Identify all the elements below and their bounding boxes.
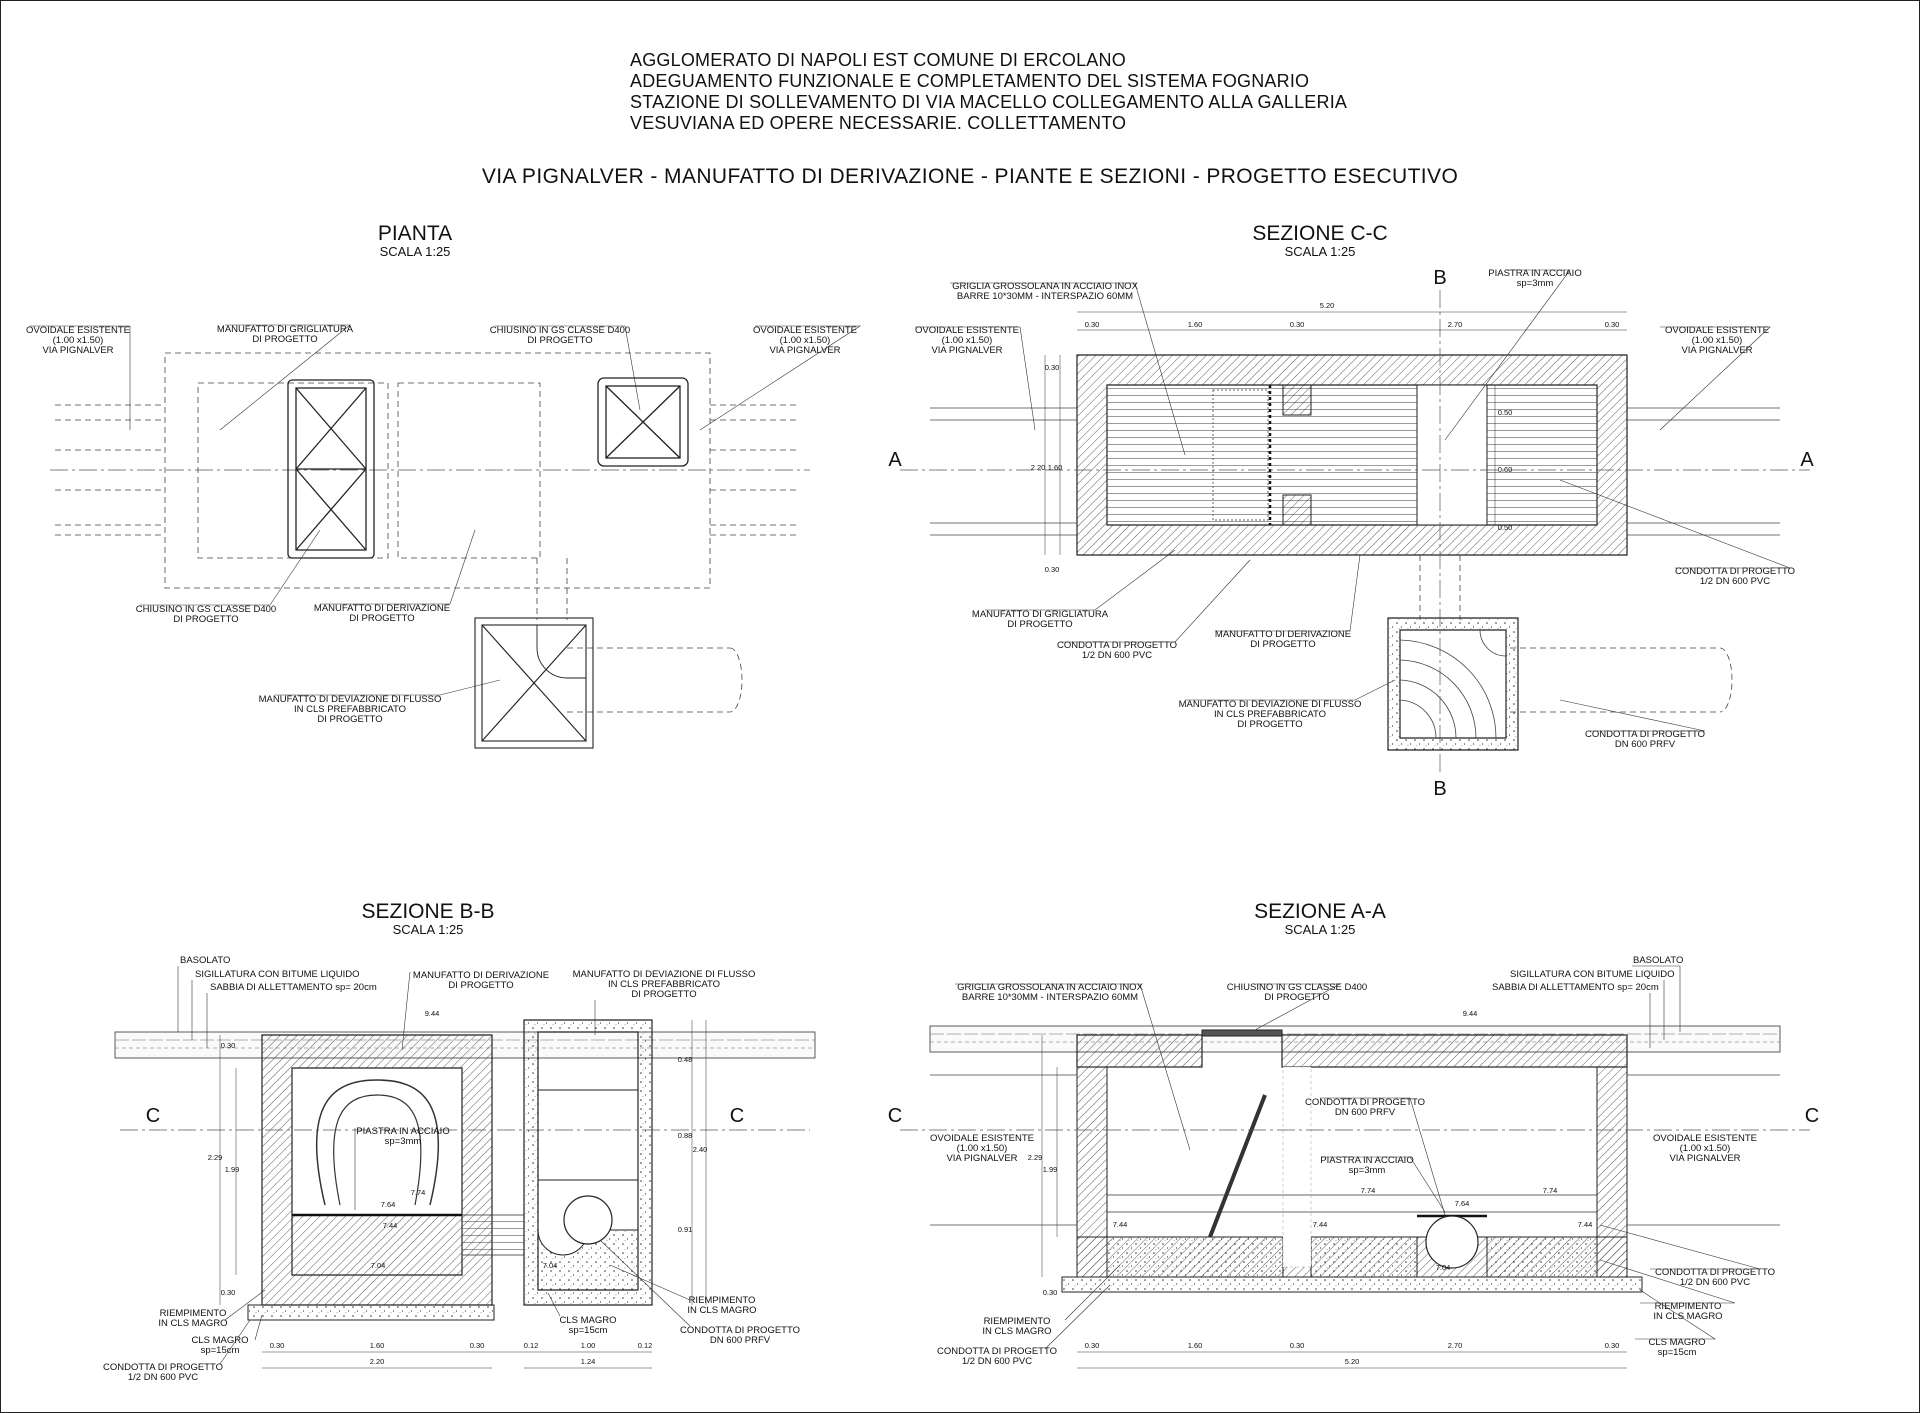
deviazione-frame <box>475 618 593 748</box>
label-ovoidale: OVOIDALE ESISTENTE <box>1653 1133 1757 1144</box>
leader-lines <box>30 325 860 695</box>
sezione-aa-view <box>888 900 1819 1368</box>
label-sigillatura: SIGILLATURA CON BITUME LIQUIDO <box>1510 969 1675 980</box>
section-marker-c: C <box>145 1105 161 1127</box>
dim-value: 0.30 <box>1604 320 1620 329</box>
dim-value: 0.91 <box>677 1225 693 1234</box>
label-basolato: BASOLATO <box>1633 955 1684 966</box>
label-riempimento: IN CLS MAGRO <box>687 1305 757 1316</box>
cc-deviazione-box <box>1388 618 1518 750</box>
label-piastra: PIASTRA IN ACCIAIO <box>1320 1155 1414 1166</box>
section-marker-b: B <box>1433 267 1447 289</box>
label-griglia: BARRE 10*30MM - INTERSPAZIO 60MM <box>961 992 1139 1003</box>
label-griglia: BARRE 10*30MM - INTERSPAZIO 60MM <box>956 291 1134 302</box>
label-condotta: 1/2 DN 600 PVC <box>1699 576 1771 587</box>
label-condotta: CONDOTTA DI PROGETTO <box>103 1362 223 1373</box>
dim-value: 0.30 <box>1044 363 1060 372</box>
label-ovoidale: VIA PIGNALVER <box>946 1153 1018 1164</box>
dim-value: 0.30 <box>1289 1341 1305 1350</box>
view-scale: SCALA 1:25 <box>379 244 451 259</box>
label-piastra: PIASTRA IN ACCIAIO <box>356 1126 450 1137</box>
section-marker-c: C <box>1804 1105 1820 1127</box>
dim-value: 0.50 <box>1497 523 1513 532</box>
dim-value: 1.60 <box>369 1341 385 1350</box>
dimension-lines <box>1042 1035 1627 1368</box>
label-condotta: CONDOTTA DI PROGETTO <box>1675 566 1795 577</box>
label-deviazione: IN CLS PREFABBRICATO <box>293 704 407 715</box>
label-ovoidale: OVOIDALE ESISTENTE <box>26 325 130 336</box>
sezione-cc-view <box>888 222 1814 800</box>
dim-value: 0.30 <box>1084 320 1100 329</box>
label-sabbia: SABBIA DI ALLETTAMENTO sp= 20cm <box>210 982 377 993</box>
label-piastra: sp=3mm <box>1348 1165 1386 1176</box>
label-ovoidale: VIA PIGNALVER <box>931 345 1003 356</box>
label-deviazione: MANUFATTO DI DEVIAZIONE DI FLUSSO <box>258 694 442 705</box>
label-ovoidale: OVOIDALE ESISTENTE <box>753 325 857 336</box>
label-condotta: CONDOTTA DI PROGETTO <box>1305 1097 1425 1108</box>
label-riempimento: IN CLS MAGRO <box>1653 1311 1723 1322</box>
dim-value: 2.29 <box>1027 1153 1043 1162</box>
label-cls-magro: sp=15cm <box>200 1345 240 1356</box>
dim-value: 1.60 <box>1187 1341 1203 1350</box>
dim-value: 1.99 <box>224 1165 240 1174</box>
header-line: ADEGUAMENTO FUNZIONALE E COMPLETAMENTO DEL SISTEMA FOGNARIO <box>630 71 1310 91</box>
label-deviazione: IN CLS PREFABBRICATO <box>607 979 721 990</box>
dim-value: 2.29 <box>207 1153 223 1162</box>
level-mark: 7.74 <box>1360 1186 1376 1195</box>
label-grigliatura: MANUFATTO DI GRIGLIATURA <box>216 324 354 335</box>
level-mark: 7.64 <box>1454 1199 1470 1208</box>
label-grigliatura: DI PROGETTO <box>1007 619 1073 630</box>
label-riempimento: RIEMPIMENTO <box>983 1316 1051 1327</box>
dim-value: 0.48 <box>677 1055 693 1064</box>
label-condotta: 1/2 DN 600 PVC <box>127 1372 199 1383</box>
label-condotta: CONDOTTA DI PROGETTO <box>1585 729 1705 740</box>
label-condotta: DN 600 PRFV <box>709 1335 771 1346</box>
level-mark: 7.44 <box>1577 1220 1593 1229</box>
section-marker-a: A <box>1800 449 1814 471</box>
dim-value: 0.30 <box>1044 565 1060 574</box>
header-line: VESUVIANA ED OPERE NECESSARIE. COLLETTAMENTO <box>630 113 1127 133</box>
label-derivazione: DI PROGETTO <box>1250 639 1316 650</box>
label-chiusino: CHIUSINO IN GS CLASSE D400 <box>135 604 277 615</box>
dim-value: 0.30 <box>469 1341 485 1350</box>
label-grigliatura: DI PROGETTO <box>252 334 318 345</box>
label-chiusino: DI PROGETTO <box>173 614 239 625</box>
header-line: AGGLOMERATO DI NAPOLI EST COMUNE DI ERCOLANO <box>630 50 1126 70</box>
section-marker-b: B <box>1433 778 1447 800</box>
dim-value: 0.30 <box>1084 1341 1100 1350</box>
level-mark: 7.64 <box>380 1200 396 1209</box>
label-deviazione: MANUFATTO DI DEVIAZIONE DI FLUSSO <box>1178 699 1362 710</box>
label-cls-magro: CLS MAGRO <box>559 1315 617 1326</box>
dim-value: 2.40 <box>692 1145 708 1154</box>
label-basolato: BASOLATO <box>180 955 231 966</box>
label-ovoidale: OVOIDALE ESISTENTE <box>1665 325 1769 336</box>
sezione-bb-view <box>103 900 815 1383</box>
label-grigliatura: MANUFATTO DI GRIGLIATURA <box>971 609 1109 620</box>
label-ovoidale: (1.00 x1.50) <box>1691 335 1743 346</box>
label-ovoidale: (1.00 x1.50) <box>52 335 104 346</box>
label-deviazione: DI PROGETTO <box>631 989 697 1000</box>
label-condotta: DN 600 PRFV <box>1334 1107 1396 1118</box>
level-mark: 7.44 <box>1112 1220 1128 1229</box>
label-ovoidale: (1.00 x1.50) <box>941 335 993 346</box>
header-line: STAZIONE DI SOLLEVAMENTO DI VIA MACELLO COLLEGAMENTO ALLA GALLERIA <box>630 92 1348 112</box>
cc-structure <box>1077 355 1627 555</box>
label-derivazione: DI PROGETTO <box>448 980 514 991</box>
level-mark: 7.74 <box>410 1188 426 1197</box>
label-ovoidale: (1.00 x1.50) <box>956 1143 1008 1154</box>
label-condotta: 1/2 DN 600 PVC <box>961 1356 1033 1367</box>
dim-value: 0.50 <box>1497 408 1513 417</box>
label-condotta: CONDOTTA DI PROGETTO <box>1057 640 1177 651</box>
chiusino-frame <box>598 378 688 466</box>
sheet-subtitle: VIA PIGNALVER - MANUFATTO DI DERIVAZIONE - PIANTE E SEZIONI - PROGETTO ESECUTIVO <box>481 165 1459 188</box>
label-deviazione: MANUFATTO DI DEVIAZIONE DI FLUSSO <box>572 969 756 980</box>
level-mark: 9.44 <box>424 1009 440 1018</box>
dim-value: 2.20 <box>1030 463 1046 472</box>
label-ovoidale: (1.00 x1.50) <box>779 335 831 346</box>
label-ovoidale: OVOIDALE ESISTENTE <box>930 1133 1034 1144</box>
label-chiusino: CHIUSINO IN GS CLASSE D400 <box>1226 982 1368 993</box>
dim-value: 0.30 <box>1042 1288 1058 1297</box>
dim-value: 2.70 <box>1447 1341 1463 1350</box>
pianta-view <box>26 222 860 748</box>
level-mark: 9.44 <box>1462 1009 1478 1018</box>
dim-value: 1.00 <box>580 1341 596 1350</box>
dim-value: 1.99 <box>1042 1165 1058 1174</box>
label-ovoidale: VIA PIGNALVER <box>42 345 114 356</box>
label-riempimento: IN CLS MAGRO <box>158 1318 228 1329</box>
label-riempimento: RIEMPIMENTO <box>1654 1301 1722 1312</box>
dim-value: 2.20 <box>369 1357 385 1366</box>
label-derivazione: MANUFATTO DI DERIVAZIONE <box>412 970 550 981</box>
dim-value: 2.70 <box>1447 320 1463 329</box>
dim-value: 5.20 <box>1319 301 1335 310</box>
dim-value: 0.30 <box>220 1288 236 1297</box>
view-title: PIANTA <box>377 222 453 245</box>
label-cls-magro: CLS MAGRO <box>191 1335 249 1346</box>
label-cls-magro: CLS MAGRO <box>1648 1337 1706 1348</box>
label-riempimento: RIEMPIMENTO <box>688 1295 756 1306</box>
label-sabbia: SABBIA DI ALLETTAMENTO sp= 20cm <box>1492 982 1659 993</box>
label-ovoidale: VIA PIGNALVER <box>1669 1153 1741 1164</box>
dim-value: 0.60 <box>1497 465 1513 474</box>
label-condotta: 1/2 DN 600 PVC <box>1081 650 1153 661</box>
level-mark: 7.44 <box>1312 1220 1328 1229</box>
dim-value: 0.30 <box>220 1041 236 1050</box>
bb-structure <box>248 1020 652 1320</box>
dim-value: 1.60 <box>1187 320 1203 329</box>
label-deviazione: DI PROGETTO <box>317 714 383 725</box>
label-riempimento: RIEMPIMENTO <box>159 1308 227 1319</box>
label-piastra: sp=3mm <box>1516 278 1554 289</box>
label-piastra: PIASTRA IN ACCIAIO <box>1488 268 1582 279</box>
label-deviazione: DI PROGETTO <box>1237 719 1303 730</box>
dim-value: 0.30 <box>1289 320 1305 329</box>
dim-value: 0.30 <box>1604 1341 1620 1350</box>
level-mark: 7.04 <box>542 1261 558 1270</box>
level-mark: 7.44 <box>382 1221 398 1230</box>
label-derivazione: MANUFATTO DI DERIVAZIONE <box>1214 629 1352 640</box>
label-ovoidale: OVOIDALE ESISTENTE <box>915 325 1019 336</box>
level-mark: 7.74 <box>1542 1186 1558 1195</box>
label-sigillatura: SIGILLATURA CON BITUME LIQUIDO <box>195 969 360 980</box>
label-chiusino: DI PROGETTO <box>1264 992 1330 1003</box>
view-scale: SCALA 1:25 <box>1284 922 1356 937</box>
view-title: SEZIONE C-C <box>1252 222 1388 245</box>
label-chiusino: DI PROGETTO <box>527 335 593 346</box>
label-deviazione: IN CLS PREFABBRICATO <box>1213 709 1327 720</box>
dim-value: 5.20 <box>1344 1357 1360 1366</box>
label-condotta: CONDOTTA DI PROGETTO <box>680 1325 800 1336</box>
view-title: SEZIONE A-A <box>1254 900 1386 923</box>
view-scale: SCALA 1:25 <box>1284 244 1356 259</box>
level-mark: 7.04 <box>1435 1263 1451 1272</box>
grid-cover-frame <box>288 380 374 558</box>
pianta-labels <box>26 324 857 725</box>
label-condotta: 1/2 DN 600 PVC <box>1679 1277 1751 1288</box>
view-scale: SCALA 1:25 <box>392 922 464 937</box>
label-derivazione: DI PROGETTO <box>349 613 415 624</box>
section-marker-c: C <box>729 1105 745 1127</box>
dim-value: 0.30 <box>269 1341 285 1350</box>
dim-value: 0.12 <box>523 1341 539 1350</box>
level-mark: 7.04 <box>370 1261 386 1270</box>
dim-value: 1.24 <box>580 1357 596 1366</box>
label-ovoidale: VIA PIGNALVER <box>769 345 841 356</box>
label-riempimento: IN CLS MAGRO <box>982 1326 1052 1337</box>
dim-value: 0.88 <box>677 1131 693 1140</box>
label-griglia: GRIGLIA GROSSOLANA IN ACCIAIO INOX <box>952 281 1138 292</box>
label-condotta: DN 600 PRFV <box>1614 739 1676 750</box>
label-ovoidale: VIA PIGNALVER <box>1681 345 1753 356</box>
label-ovoidale: (1.00 x1.50) <box>1679 1143 1731 1154</box>
dim-value: 1.60 <box>1047 463 1063 472</box>
view-title: SEZIONE B-B <box>361 900 495 923</box>
section-marker-c: C <box>887 1105 903 1127</box>
section-marker-a: A <box>888 449 902 471</box>
label-chiusino: CHIUSINO IN GS CLASSE D400 <box>489 325 631 336</box>
label-piastra: sp=3mm <box>384 1136 422 1147</box>
label-cls-magro: sp=15cm <box>568 1325 608 1336</box>
label-condotta: CONDOTTA DI PROGETTO <box>1655 1267 1775 1278</box>
label-cls-magro: sp=15cm <box>1657 1347 1697 1358</box>
dim-value: 0.12 <box>637 1341 653 1350</box>
label-derivazione: MANUFATTO DI DERIVAZIONE <box>313 603 451 614</box>
label-griglia: GRIGLIA GROSSOLANA IN ACCIAIO INOX <box>957 982 1143 993</box>
label-condotta: CONDOTTA DI PROGETTO <box>937 1346 1057 1357</box>
